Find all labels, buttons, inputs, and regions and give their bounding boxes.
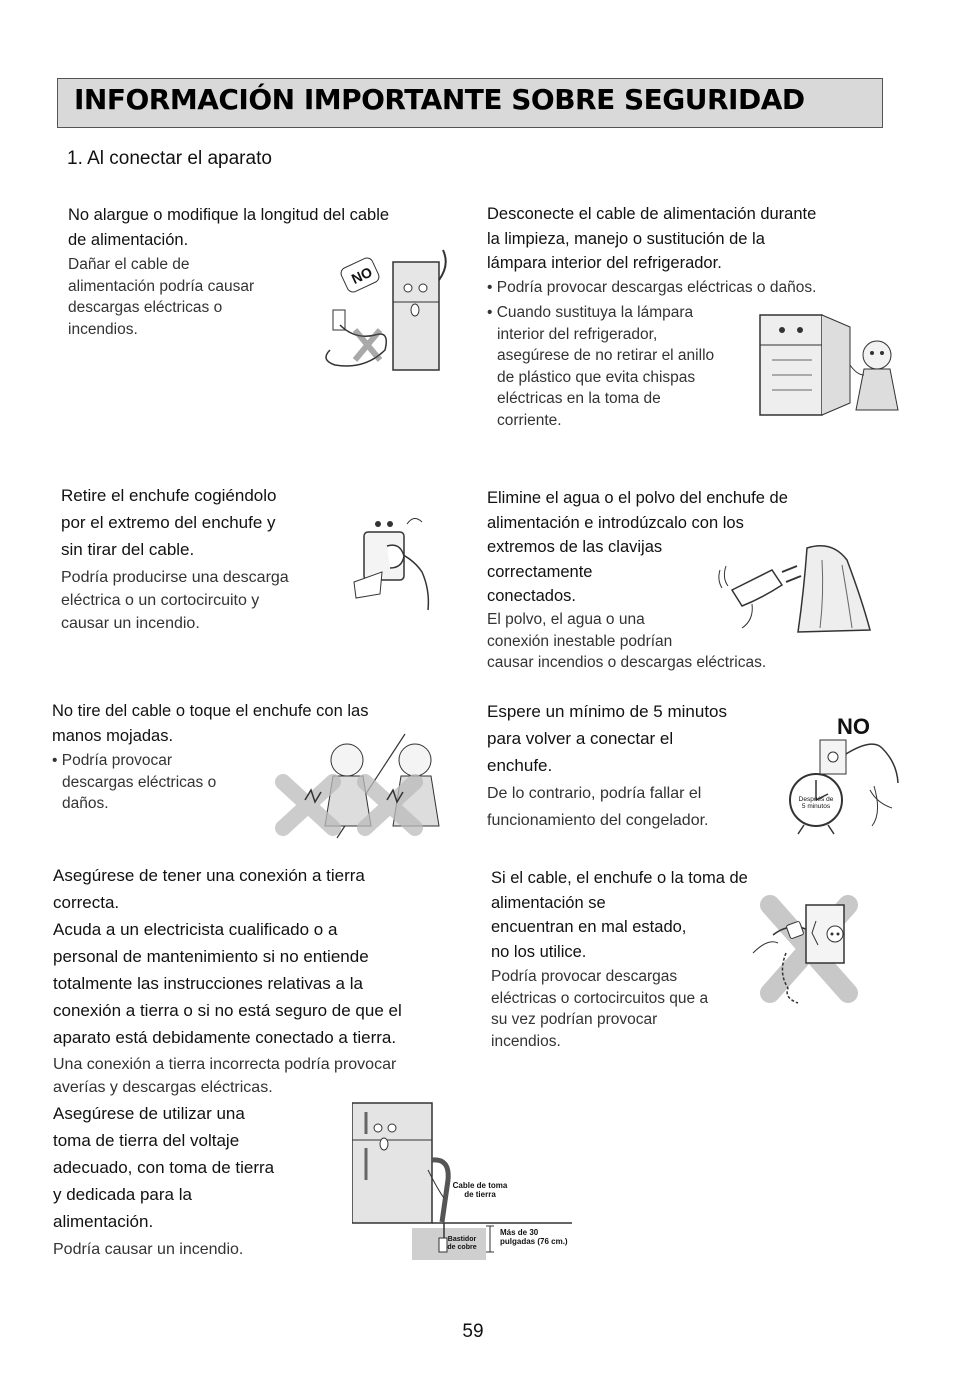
heading-line: personal de mantenimiento si no entiende [53, 947, 369, 966]
heading-line: alimentación. [53, 1212, 154, 1231]
cable-length-body [68, 254, 254, 340]
bullet-line: corriente. [497, 411, 562, 429]
ground-body-2: Podría causar un incendio. [53, 1241, 244, 1258]
body-line: su vez podrían provocar [491, 1011, 658, 1028]
bullet-line: • Cuando sustituya la lámpara [487, 304, 694, 321]
cable-label-2: de tierra [464, 1190, 496, 1199]
no-badge-text: NO [348, 263, 375, 287]
heading-line: toma de tierra del voltaje [53, 1131, 240, 1150]
heading-line: Espere un mínimo de 5 minutos [487, 702, 728, 721]
body-line: El polvo, el agua o una [487, 611, 645, 628]
bullet-line: interior del refrigerador, [497, 325, 658, 343]
body-line: incendios. [68, 320, 138, 338]
disconnect-bullet-1: • Podría provocar descargas eléctricas o daños. [487, 279, 817, 296]
body-line: De lo contrario, podría fallar el [487, 785, 702, 802]
disconnect-heading [487, 202, 816, 276]
bullet-line: eléctricas en la toma de [497, 390, 661, 407]
cable-label-1: Cable de toma [452, 1181, 508, 1190]
body-line: Una conexión a tierra incorrecta podría provocar [53, 1056, 397, 1073]
heading-line: alimentación e introdúzcalo con los [487, 513, 744, 532]
depth-label-2: pulgadas (76 cm.) [500, 1237, 568, 1246]
heading-line: totalmente las instrucciones relativas a la [53, 974, 363, 993]
body-line: funcionamiento del congelador. [487, 812, 709, 829]
heading-line: por el extremo del enchufe y [61, 513, 276, 532]
clock-outlet-illustration [782, 708, 900, 836]
heading-line: no los utilice. [491, 942, 587, 961]
heading-line: sin tirar del cable. [61, 540, 195, 559]
heading-line: adecuado, con toma de tierra [53, 1158, 275, 1177]
heading-line: Asegúrese de utilizar una [53, 1104, 245, 1123]
body-line: alimentación podría causar [68, 277, 255, 295]
wet-hands-illustration [275, 730, 465, 840]
title-bar [57, 78, 883, 128]
heading-line: conectados. [487, 587, 576, 605]
heading-line: correcta. [53, 893, 120, 912]
body-line: causar incendios o descargas eléctricas. [487, 654, 767, 671]
bullet-line: • Podría provocar [52, 752, 173, 769]
copper-label-2: de cobre [447, 1244, 477, 1251]
heading-line: aparato está debidamente conectado a tierra. [53, 1028, 397, 1047]
heading-line: alimentación se [491, 893, 606, 912]
body-line: eléctricas o cortocircuitos que a [491, 989, 709, 1007]
depth-label-1: Más de 30 [500, 1228, 539, 1237]
heading-line: conexión a tierra o si no está seguro de que el [53, 1001, 402, 1020]
body-line: descargas eléctricas o [68, 299, 223, 316]
fridge-cable-illustration [315, 240, 460, 375]
damaged-outlet-illustration [748, 893, 868, 1013]
disconnect-bullet-2 [487, 302, 714, 431]
plug-cloth-illustration [712, 540, 882, 640]
heading-line: Desconecte el cable de alimentación durante [487, 205, 817, 223]
wait-body [487, 780, 709, 834]
remove-plug-body [61, 566, 289, 635]
heading-line: y dedicada para la [53, 1185, 192, 1204]
wet-hands-bullet [52, 750, 216, 815]
heading-line: correctamente [487, 562, 593, 581]
body-line: conexión inestable podrían [487, 632, 673, 650]
bullet-line: descargas eléctricas o [62, 773, 217, 791]
heading-line: No alargue o modifique la longitud del cable [68, 206, 390, 224]
heading-line: Si el cable, el enchufe o la toma de [491, 869, 748, 887]
damaged-body [491, 966, 708, 1052]
remove-plug-heading [61, 482, 276, 563]
heading-line: Acuda a un electricista cualificado o a [53, 920, 338, 939]
fridge-girl-illustration [752, 305, 902, 420]
heading-line: encuentran en mal estado, [491, 918, 687, 936]
heading-line: enchufe. [487, 756, 553, 775]
bullet-line: asegúrese de no retirar el anillo [497, 347, 715, 364]
heading-line: Retire el enchufe cogiéndolo [61, 486, 277, 505]
damaged-heading [491, 866, 748, 964]
body-line: Dañar el cable de [68, 256, 190, 273]
heading-line: la limpieza, manejo o sustitución de la [487, 229, 765, 248]
page-number: 59 [462, 1321, 484, 1342]
body-line: Podría provocar descargas [491, 968, 678, 985]
heading-line: manos mojadas. [52, 726, 174, 745]
bullet-line: daños. [62, 795, 109, 812]
clock-label-1: Después de [798, 796, 834, 803]
body-line: averías y descargas eléctricas. [53, 1079, 273, 1096]
body-line: Podría producirse una descarga [61, 569, 289, 586]
clock-label-2: 5 minutos [801, 803, 831, 810]
heading-line: para volver a conectar el [487, 729, 674, 748]
heading-line: No tire del cable o toque el enchufe con las [52, 702, 369, 720]
grounding-diagram [352, 1100, 592, 1262]
hand-plug-illustration [352, 512, 437, 612]
bullet-line: de plástico que evita chispas [497, 368, 696, 386]
ground-heading-2 [53, 1100, 274, 1235]
ground-heading [53, 862, 402, 1051]
heading-line: Elimine el agua o el polvo del enchufe de [487, 489, 788, 507]
body-line: causar un incendio. [61, 615, 200, 632]
body-line: eléctrica o un cortocircuito y [61, 592, 260, 609]
section-title: 1. Al conectar el aparato [67, 148, 272, 169]
wait-heading [487, 698, 727, 779]
page-title: INFORMACIÓN IMPORTANTE SOBRE SEGURIDAD [74, 83, 805, 116]
heading-line: Asegúrese de tener una conexión a tierra [53, 866, 365, 885]
heading-line: lámpara interior del refrigerador. [487, 254, 722, 272]
ground-body [53, 1053, 396, 1099]
heading-line: extremos de las clavijas [487, 538, 663, 556]
copper-label-1: Bastidor [447, 1236, 477, 1243]
no-label: NO [837, 714, 870, 739]
heading-line: de alimentación. [68, 230, 189, 249]
body-line: incendios. [491, 1032, 561, 1050]
